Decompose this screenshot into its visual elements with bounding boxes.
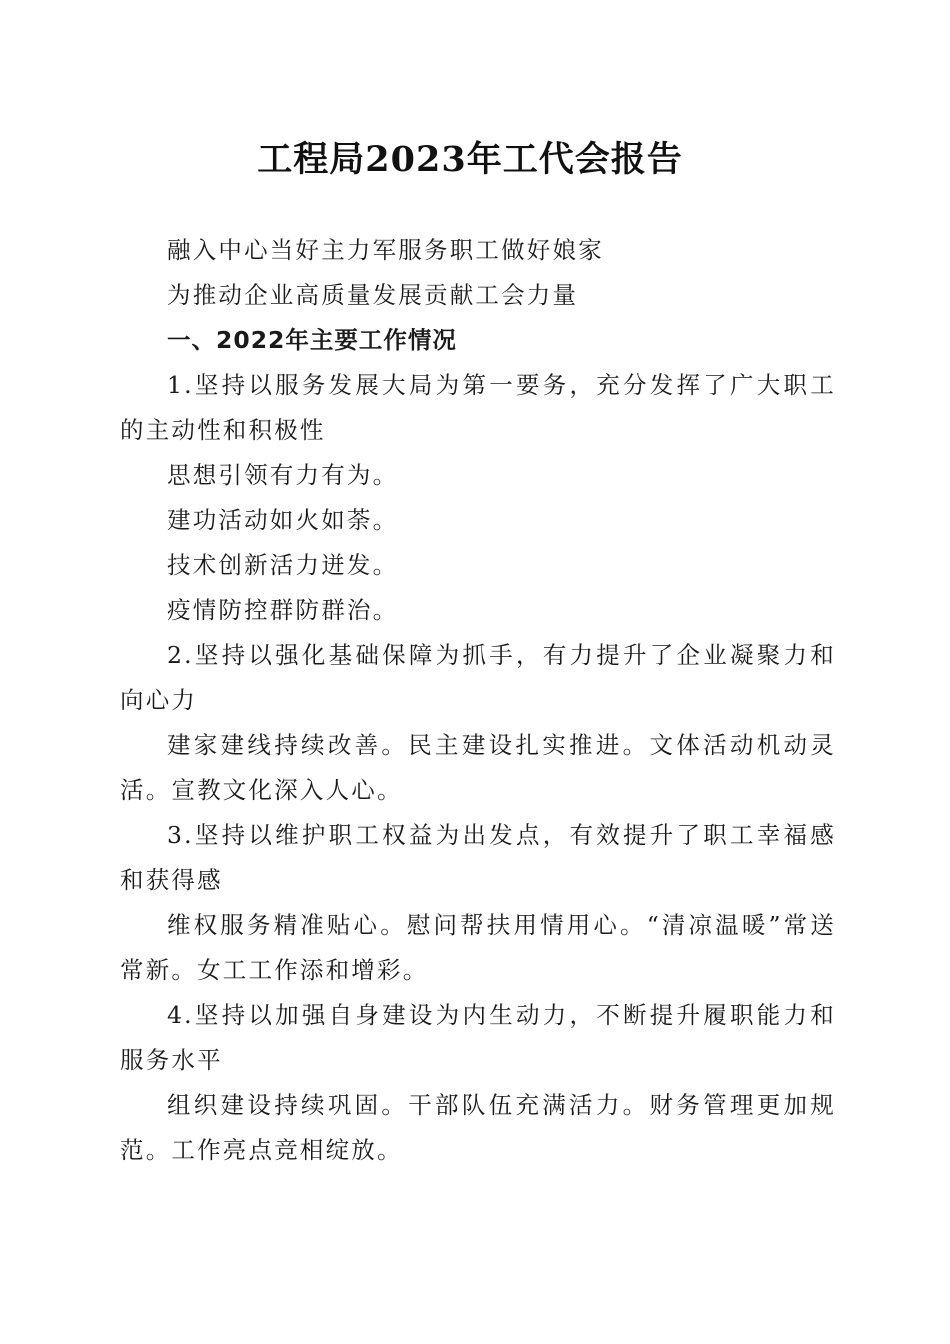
document-title: 工程局2023年工代会报告 — [257, 139, 683, 180]
item-heading-1: 1.坚持以服务发展大局为第一要务，充分发挥了广大职工的主动性和积极性 — [120, 371, 836, 444]
paragraph: 建家建线持续改善。民主建设扎实推进。文体活动机动灵活。宣教文化深入人心。 — [120, 731, 836, 804]
paragraph: 思想引领有力有为。 — [167, 461, 399, 489]
item-heading-4: 4.坚持以加强自身建设为内生动力，不断提升履职能力和服务水平 — [120, 1001, 836, 1074]
item-heading-2: 2.坚持以强化基础保障为抓手，有力提升了企业凝聚力和向心力 — [120, 641, 836, 714]
section-heading-1: 一、2022年主要工作情况 — [167, 326, 457, 354]
subtitle-line-2: 为推动企业高质量发展贡献工会力量 — [167, 281, 579, 309]
paragraph: 组织建设持续巩固。干部队伍充满活力。财务管理更加规范。工作亮点竞相绽放。 — [120, 1091, 836, 1164]
item-heading-3: 3.坚持以维护职工权益为出发点，有效提升了职工幸福感和获得感 — [120, 821, 836, 894]
paragraph: 建功活动如火如荼。 — [167, 506, 399, 534]
subtitle-line-1: 融入中心当好主力军服务职工做好娘家 — [167, 236, 604, 264]
paragraph: 技术创新活力迸发。 — [167, 551, 399, 579]
document-body — [120, 228, 836, 1173]
paragraph: 疫情防控群防群治。 — [167, 596, 399, 624]
paragraph: 维权服务精准贴心。慰问帮扶用情用心。“清凉温暖”常送常新。女工工作添和增彩。 — [120, 911, 836, 984]
